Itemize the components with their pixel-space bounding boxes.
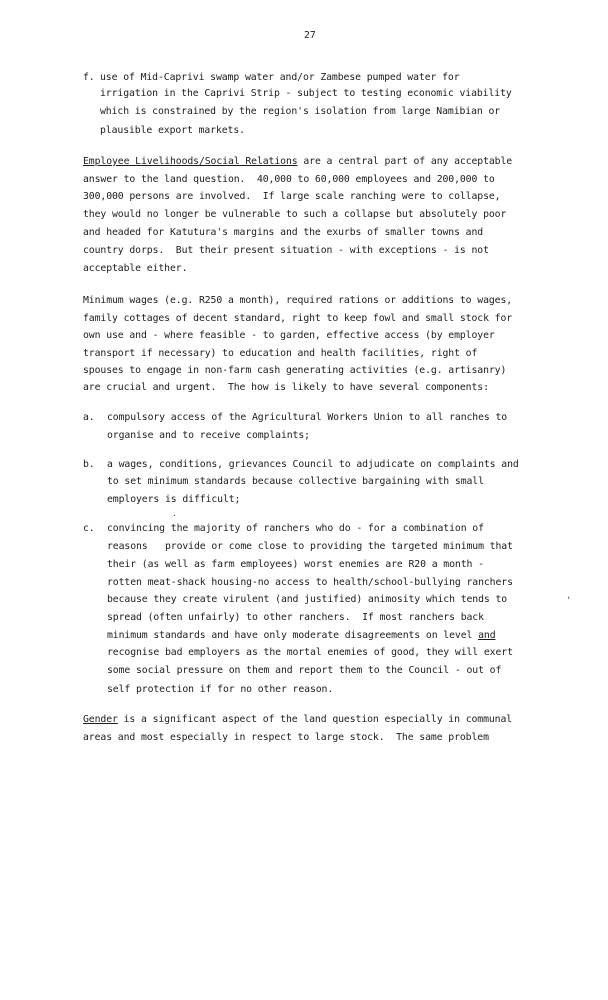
- wages-line: own use and - where feasible - to garden, effective access (by employer: [83, 330, 495, 341]
- underlined-and: and: [478, 630, 496, 641]
- item-c-line-text: minimum standards and have only moderate disagreements on level: [107, 630, 479, 641]
- item-c-line: recognise bad employers as the mortal enemies of good, they will exert: [107, 647, 513, 658]
- page-number: 27: [304, 30, 316, 41]
- stray-mark: ': [566, 596, 572, 606]
- livelihoods-line: 300,000 persons are involved. If large scale ranching were to collapse,: [83, 191, 501, 202]
- item-f-line: plausible export markets.: [100, 125, 245, 136]
- livelihoods-line: and headed for Katutura's margins and the exurbs of smaller towns and: [83, 227, 484, 238]
- livelihoods-first-line-rest: are a central part of any acceptable: [297, 156, 513, 167]
- livelihoods-heading: Employee Livelihoods/Social Relations: [83, 156, 298, 167]
- wages-line: are crucial and urgent. The how is likely to have several components:: [83, 382, 489, 393]
- item-f-line: use of Mid-Caprivi swamp water and/or Zambese pumped water for: [100, 72, 460, 83]
- list-marker-a: a.: [83, 412, 95, 423]
- item-f-line: irrigation in the Caprivi Strip - subject to testing economic viability: [100, 88, 512, 99]
- livelihoods-line: they would no longer be vulnerable to such a collapse but absolutely poor: [83, 209, 507, 220]
- item-c-line: rotten meat-shack housing-no access to health/school-bullying ranchers: [107, 577, 513, 588]
- livelihoods-line: country dorps. But their present situation - with exceptions - is not: [83, 245, 489, 256]
- wages-line: Minimum wages (e.g. R250 a month), required rations or additions to wages,: [83, 295, 513, 306]
- wages-line: spouses to engage in non-farm cash generating activities (e.g. artisanry): [83, 365, 507, 376]
- item-b-line: to set minimum standards because collective bargaining with small: [107, 476, 484, 487]
- livelihoods-line: acceptable either.: [83, 263, 188, 274]
- item-a-line: compulsory access of the Agricultural Workers Union to all ranches to: [107, 412, 508, 423]
- item-c-line: their (as well as farm employees) worst enemies are R20 a month -: [107, 559, 484, 570]
- gender-first-line: [83, 712, 512, 727]
- list-marker-b: b.: [83, 459, 95, 470]
- item-f-line: which is constrained by the region's isolation from large Namibian or: [100, 106, 501, 117]
- item-c-line: reasons provide or come close to providing the targeted minimum that: [107, 541, 513, 552]
- livelihoods-line: answer to the land question. 40,000 to 60,000 employees and 200,000 to: [83, 174, 495, 185]
- livelihoods-first-line: [83, 154, 512, 169]
- item-b-line: a wages, conditions, grievances Council to adjudicate on complaints and: [107, 459, 519, 470]
- item-c-line: because they create virulent (and justified) animosity which tends to: [107, 594, 508, 605]
- item-c-line: some social pressure on them and report them to the Council - out of: [107, 665, 502, 676]
- gender-line: areas and most especially in respect to large stock. The same problem: [83, 732, 489, 743]
- list-marker-f: f.: [83, 72, 95, 83]
- item-c-line: [107, 628, 496, 643]
- stray-mark: ·: [172, 511, 177, 520]
- gender-first-line-rest: is a significant aspect of the land question especially in communal: [117, 714, 513, 725]
- wages-line: transport if necessary) to education and health facilities, right of: [83, 348, 478, 359]
- gender-heading: Gender: [83, 714, 118, 725]
- item-c-line: convincing the majority of ranchers who do - for a combination of: [107, 523, 484, 534]
- item-c-line: spread (often unfairly) to other ranchers. If most ranchers back: [107, 612, 484, 623]
- wages-line: family cottages of decent standard, right to keep fowl and small stock for: [83, 313, 513, 324]
- item-a-line: organise and to receive complaints;: [107, 430, 310, 441]
- list-marker-c: c.: [83, 523, 95, 534]
- item-b-line: employers is difficult;: [107, 494, 241, 505]
- item-c-line: self protection if for no other reason.: [107, 684, 334, 695]
